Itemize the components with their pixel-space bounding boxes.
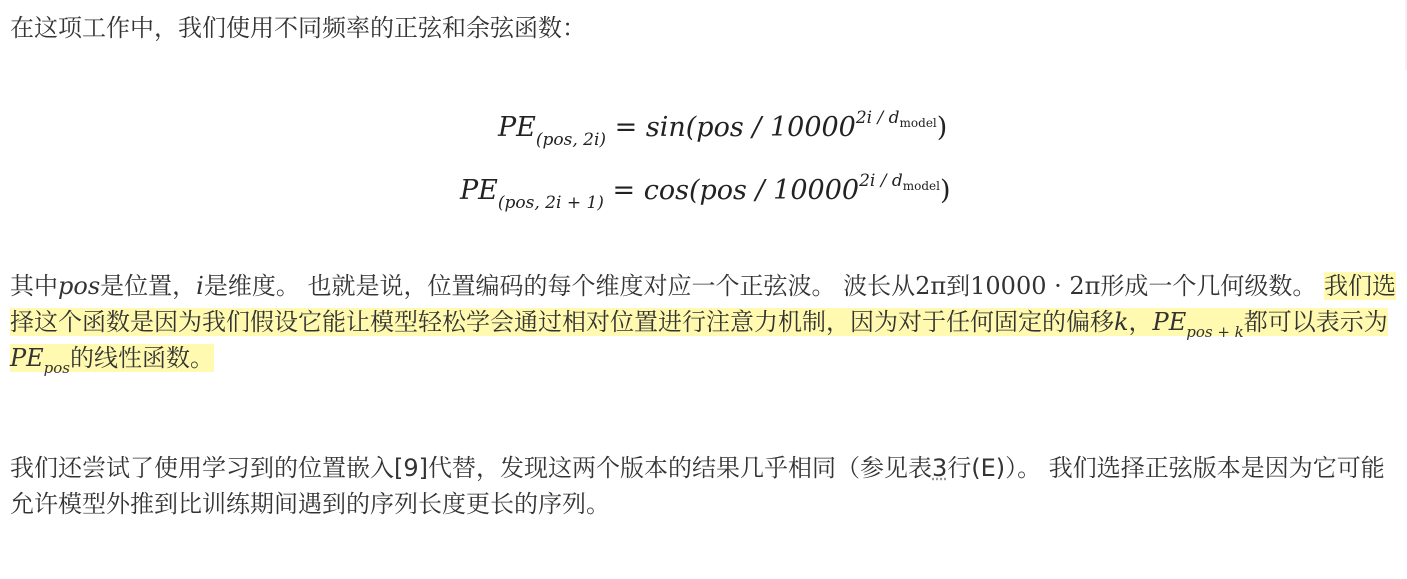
eq2-lhs-sub: (pos, 2i + 1)	[497, 193, 604, 213]
eq1-lhs: PE	[498, 112, 536, 143]
highlight-text-3: 都可以表示为	[1243, 308, 1388, 336]
intro-paragraph: 在这项工作中，我们使用不同频率的正弦和余弦函数：	[10, 14, 586, 42]
eq2-equals: =	[612, 175, 636, 206]
last-text-2: 行(E)）。 我们选择正弦版本是因为它可能允许模型外推到比训练期间遇到的序列长度更长的序列。	[10, 454, 1385, 518]
math-range-end: 10000 · 2π	[970, 272, 1101, 300]
equation-sin	[498, 108, 948, 150]
math-k: k	[1114, 308, 1129, 336]
main-text-3: 是维度。 也就是说，位置编码的每个维度对应一个正弦波。 波长从	[203, 272, 916, 300]
math-i: i	[196, 272, 204, 300]
math-pe-sub-pos: pos	[43, 359, 71, 377]
highlight-text-4: 的线性函数。	[70, 344, 215, 372]
eq1-open: (pos / 10000	[685, 112, 856, 143]
main-text-5: 形成一个几何级数。	[1100, 272, 1325, 300]
eq2-func: cos	[643, 175, 689, 206]
eq1-exp-sub: model	[899, 116, 937, 130]
eq2-lhs: PE	[460, 175, 498, 206]
eq2-open: (pos / 10000	[688, 175, 860, 206]
eq1-close: )	[936, 112, 948, 143]
highlight-text-1: 我们选择这个函数是因为我们假设它能让模型轻松学会通过相对位置进行注意力机制，因为对于任何固定的偏移	[10, 272, 1397, 336]
main-text-1: 其中	[10, 272, 58, 300]
eq1-func: sin	[645, 112, 686, 143]
math-pe-sub-pos-k: pos + k	[1186, 323, 1244, 341]
table-reference-link[interactable]: 3	[932, 454, 948, 482]
math-pe-2: PE	[10, 344, 44, 372]
main-text-4: 到	[946, 272, 971, 300]
equation-cos	[460, 171, 951, 213]
eq1-exp: 2i / d	[855, 108, 900, 128]
math-pe: PE	[1152, 308, 1187, 336]
eq1-equals: =	[614, 112, 638, 143]
last-paragraph	[10, 450, 1400, 522]
main-paragraph	[10, 268, 1400, 376]
eq1-lhs-sub: (pos, 2i)	[535, 130, 607, 150]
math-two-pi: 2π	[915, 272, 947, 300]
eq2-exp: 2i / d	[859, 171, 903, 191]
main-text-2: 是位置，	[100, 272, 197, 300]
highlight-text-2: ，	[1128, 308, 1153, 336]
eq2-exp-sub: model	[902, 179, 940, 193]
eq2-close: )	[939, 175, 951, 206]
math-pos: pos	[58, 272, 101, 300]
last-text-1: 我们还尝试了使用学习到的位置嵌入[9]代替，发现这两个版本的结果几乎相同（参见表	[10, 454, 932, 482]
